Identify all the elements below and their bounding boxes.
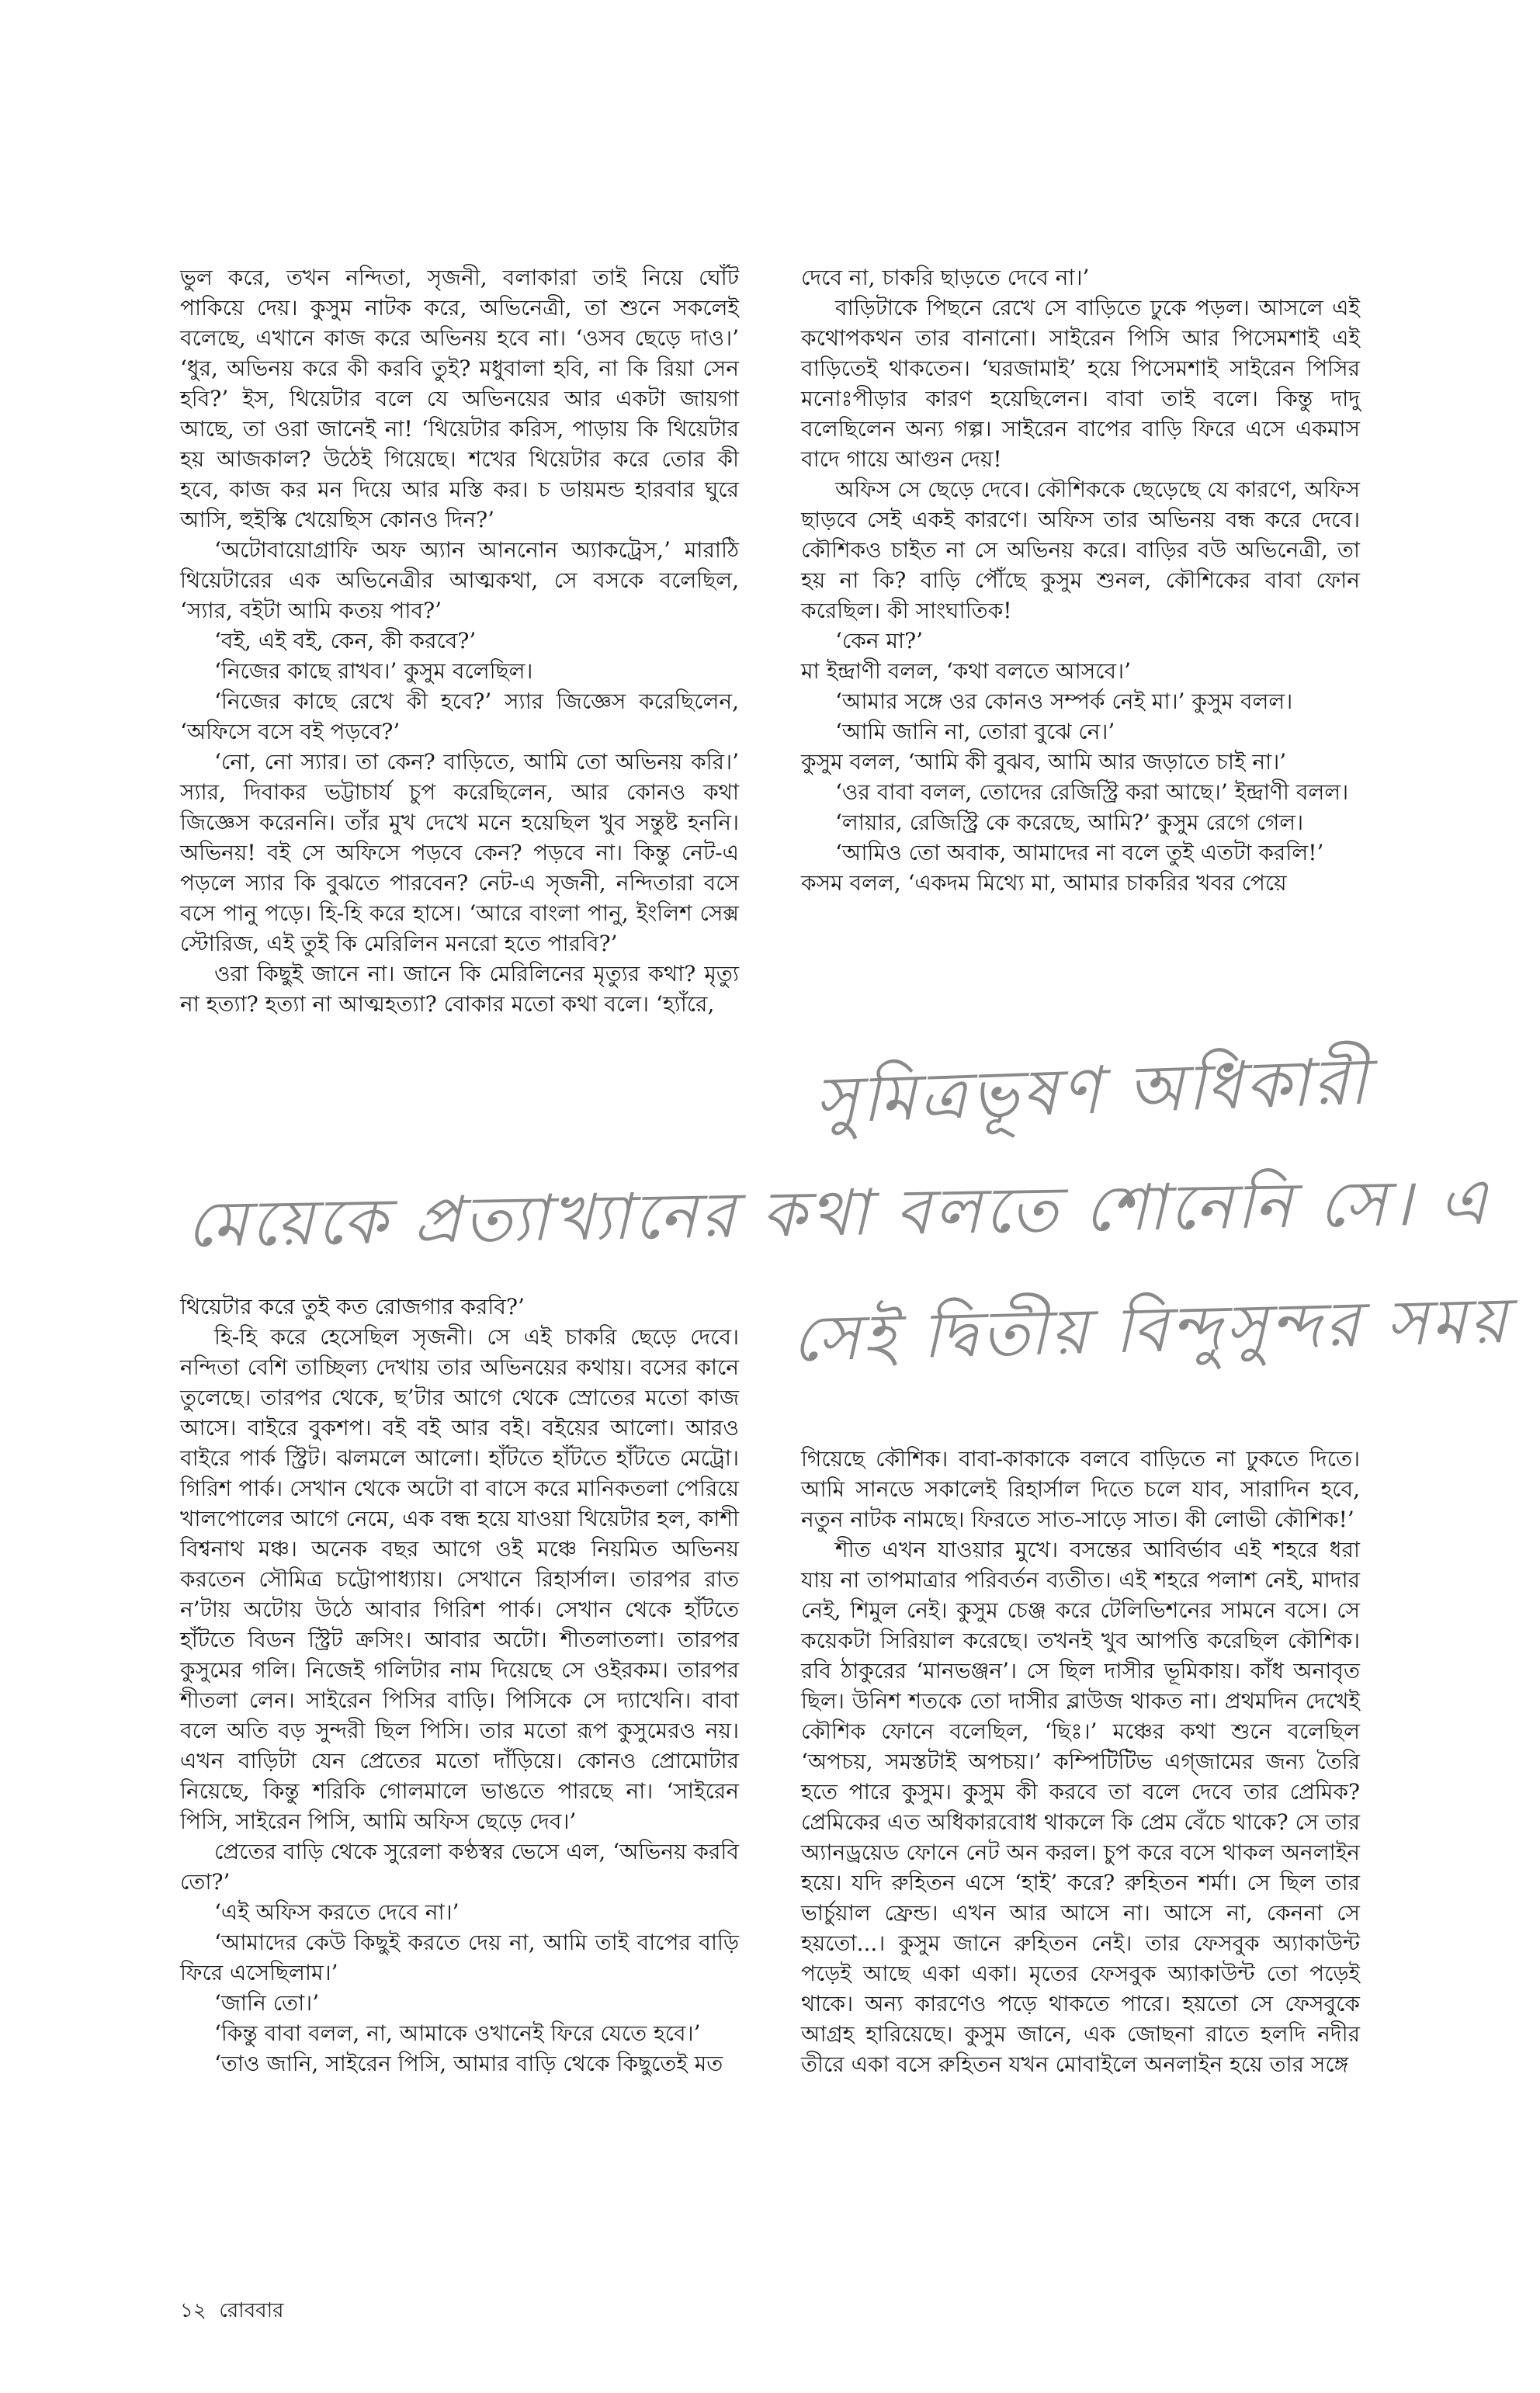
paragraph: ‘কিন্তু বাবা বলল, না, আমাকে ওখানেই ফিরে যেতে হবে।’ — [214, 2020, 701, 2046]
article-column-bottom-right — [801, 1444, 1360, 2079]
paragraph: প্রেতের বাড়ি থেকে সুরেলা কণ্ঠস্বর ভেসে এল, ‘অভিনয় করবি তো?’ — [180, 1839, 739, 1895]
paragraph: থিয়েটার করে তুই কত রোজগার করবি?’ — [180, 1294, 525, 1320]
paragraph: ‘আমি জানি না, তোরা বুঝে নে।’ — [835, 719, 1115, 744]
handwritten-annotation-3: সেই দ্বিতীয় বিন্দুসুন্দর সময় — [790, 1283, 1511, 1377]
paragraph: ওরা কিছুই জানে না। জানে কি মেরিলিনের মৃত্যুর কথা? মৃত্যু না হত্যা? হত্যা না আত্মহত্যা? বোকার মতো কথা বলে। ‘হ্যাঁরে, — [180, 961, 739, 1017]
paragraph: ‘আমাদের কেউ কিছুই করতে দেয় না, আমি তাই বাপের বাড়ি ফিরে এসেছিলাম।’ — [180, 1930, 739, 1985]
paragraph: কুসুম বলল, ‘আমি কী বুঝব, আমি আর জড়াতে চাই না।’ — [801, 749, 1287, 775]
paragraph: শীত এখন যাওয়ার মুখে। বসন্তের আবির্ভাব এই শহরে ধরা যায় না তাপমাত্রার পরিবর্তন ব্যতীত। এই শহরে পলাশ নেই, মাদার নেই, শিমুল নেই। কুসুম চেঞ্জ করে টেলিভিশনের সামনে বসে। সে কয়েকটা সিরিয়াল করেছে। তখনই খুব আপত্তি করেছিল কৌশিক। রবি ঠাকুরের ‘মানভঞ্জন’। সে ছিল দাসীর ভূমিকায়। কাঁধ অনাবৃত ছিল। উনিশ শতকে তো দাসীর ব্লাউজ থাকত না। প্রথমদিন দেখেই কৌশিক ফোনে বলেছিল, ‘ছিঃ।’ মঞ্চের কথা শুনে বলেছিল ‘অপচয়, সমস্তটাই অপচয়।’ কম্পিটিটিভ এগ্‌জামের জন্য তৈরি হতে পারে কুসুম। কুসুম কী করবে তা বলে দেবে তার প্রেমিক? প্রেমিকের এত অধিকারবোধ থাকলে কি প্রেম বেঁচে থাকে? সে তার অ্যানড্রয়েড ফোনে নেট অন করল। চুপ করে বসে থাকল অনলাইন হয়ে। যদি রুহিতন এসে ‘হাই’ করে? রুহিতন শর্মা। সে ছিল তার ভার্চুয়াল ফ্রেন্ড। এখন আর আসে না। আসে না, কেননা সে হয়তো...। কুসুম জানে রুহিতন নেই। তার ফেসবুক অ্যাকাউন্ট পড়েই আছে একা একা। মৃতের ফেসবুক অ্যাকাউন্ট তো পড়েই থাকে। অন্য কারণেও পড়ে থাকতে পারে। হয়তো সে ফেসবুকে আগ্রহ হারিয়েছে। কুসুম জানে, এক জোছনা রাতে হলদি নদীর তীরে একা বসে রুহিতন যখন মোবাইলে অনলাইন হয়ে তার সঙ্গে — [801, 1537, 1360, 2077]
paragraph: হি-হি করে হেসেছিল সৃজনী। সে এই চাকরি ছেড়ে দেবে। নন্দিতা বেশি তাচ্ছিল্য দেখায় তার অভিনয়ের কথায়। বসের কানে তুলেছে। তারপর থেকে, ছ’টার আগে থেকে স্রোতের মতো কাজ আসে। বাইরে বুকশপ। বই বই আর বই। বইয়ের আলো। আরও বাইরে পার্ক স্ট্রিট। ঝলমলে আলো। হাঁটতে হাঁটতে হাঁটতে মেট্রো। গিরিশ পার্ক। সেখান থেকে অটো বা বাসে করে মানিকতলা পেরিয়ে খালপোলের আগে নেমে, এক বন্ধ হয়ে যাওয়া থিয়েটার হল, কাশী বিশ্বনাথ মঞ্চ। অনেক বছর আগে ওই মঞ্চে নিয়মিত অভিনয় করতেন সৌমিত্র চট্টোপাধ্যায়। সেখানে রিহার্সাল। তারপর রাত ন’টায় অটোয় উঠে আবার গিরিশ পার্ক। সেখান থেকে হাঁটতে হাঁটতে বিডন স্ট্রিট ক্রসিং। আবার অটো। শীতলাতলা। তারপর কুসুমের গলি। নিজেই গলিটার নাম দিয়েছে সে ওইরকম। তারপর শীতলা লেন। সাইরেন পিসির বাড়ি। পিসিকে সে দ্যাখেনি। বাবা বলে অতি বড় সুন্দরী ছিল পিসি। তার মতো রূপ কুসুমেরও নয়। এখন বাড়িটা যেন প্রেতের মতো দাঁড়িয়ে। কোনও প্রোমোটার নিয়েছে, কিন্তু শরিকি গোলমালে ভাঙতে পারছে না। ‘সাইরেন পিসি, সাইরেন পিসি, আমি অফিস ছেড়ে দেব।’ — [180, 1324, 739, 1834]
article-column-bottom-left — [180, 1292, 739, 2079]
magazine-section-name: রোববার — [219, 2299, 284, 2322]
paragraph: ‘এই অফিস করতে দেবে না।’ — [214, 1899, 460, 1925]
handwritten-annotation-1: সুমিত্রভূষণ অধিকারী — [813, 1042, 1372, 1139]
paragraph: ‘আমার সঙ্গে ওর কোনও সম্পর্ক নেই মা।’ কুসুম বলল। — [835, 688, 1293, 714]
paragraph: ‘নো, নো স্যার। তা কেন? বাড়িতে, আমি তো অভিনয় করি।’ স্যার, দিবাকর ভট্টাচার্য চুপ করেছিলেন, আর কোনও কথা জিজ্ঞেস করেননি। তাঁর মুখ দেখে মনে হয়েছিল খুব সন্তুষ্ট হননি। অভিনয়! বই সে অফিসে পড়বে কেন? পড়বে না। কিন্তু নেট-এ পড়লে স্যার কি বুঝতে পারবেন? নেট-এ সৃজনী, নন্দিতারা বসে বসে পানু পড়ে। হি-হি করে হাসে। ‘আরে বাংলা পানু, ইংলিশ সেক্স স্টোরিজ, এই তুই কি মেরিলিন মনরো হতে পারবি?’ — [180, 749, 739, 956]
paragraph: ‘নিজের কাছে রেখে কী হবে?’ স্যার জিজ্ঞেস করেছিলেন, ‘অফিসে বসে বই পড়বে?’ — [180, 688, 739, 744]
paragraph: অফিস সে ছেড়ে দেবে। কৌশিককে ছেড়েছে যে কারণে, অফিস ছাড়বে সেই একই কারণে। অফিস তার অভিনয় বন্ধ করে দেবে। কৌশিকও চাইত না সে অভিনয় করে। বাড়ির বউ অভিনেত্রী, তা হয় না কি? বাড়ি পৌঁছে কুসুম শুনল, কৌশিকের বাবা ফোন করেছিল। কী সাংঘাতিক! — [801, 477, 1360, 623]
page-footer — [180, 2294, 284, 2329]
paragraph: ‘আমিও তো অবাক, আমাদের না বলে তুই এতটা করলি!’ — [835, 840, 1324, 865]
paragraph: ‘লায়ার, রেজিস্ট্রি কে করেছে, আমি?’ কুসুম রেগে গেল। — [835, 810, 1304, 835]
paragraph: ‘নিজের কাছে রাখব।’ কুসুম বলেছিল। — [214, 658, 533, 684]
page-number: ১২ — [180, 2299, 206, 2322]
paragraph: দেবে না, চাকরি ছাড়তে দেবে না।’ — [801, 265, 1090, 290]
paragraph: বাড়িটাকে পিছনে রেখে সে বাড়িতে ঢুকে পড়ল। আসলে এই কথোপকথন তার বানানো। সাইরেন পিসি আর পিসেমশাই এই বাড়িতেই থাকতেন। ‘ঘরজামাই’ হয়ে পিসেমশাই সাইরেন পিসির মনোঃপীড়ার কারণ হয়েছিলেন। বাবা তাই বলে। কিন্তু দাদু বলেছিলেন অন্য গল্প। সাইরেন বাপের বাড়ি ফিরে এসে একমাস বাদে গায়ে আগুন দেয়! — [801, 295, 1360, 472]
paragraph: মা ইন্দ্রাণী বলল, ‘কথা বলতে আসবে।’ — [801, 658, 1132, 684]
article-column-top-left — [180, 262, 739, 1019]
paragraph: ভুল করে, তখন নন্দিতা, সৃজনী, বলাকারা তাই নিয়ে ঘোঁট পাকিয়ে দেয়। কুসুম নাটক করে, অভিনেত্রী, তা শুনে সকলেই বলেছে, এখানে কাজ করে অভিনয় হবে না। ‘ওসব ছেড়ে দাও।’ ‘ধুর, অভিনয় করে কী করবি তুই? মধুবালা হবি, না কি রিয়া সেন হবি?’ ইস, থিয়েটার বলে যে অভিনয়ের আর একটা জায়গা আছে, তা ওরা জানেই না! ‘থিয়েটার করিস, পাড়ায় কি থিয়েটার হয় আজকাল? উঠেই গিয়েছে। শখের থিয়েটার করে তোর কী হবে, কাজ কর মন দিয়ে আর মস্তি কর। চ ডায়মন্ড হারবার ঘুরে আসি, হুইস্কি খেয়েছিস কোনও দিন?’ — [180, 265, 739, 532]
article-column-top-right — [801, 262, 1360, 898]
paragraph: ‘জানি তো।’ — [214, 1990, 320, 2016]
paragraph: কসম বলল, ‘একদম মিথ্যে মা, আমার চাকরির খবর পেয়ে — [801, 870, 1287, 896]
paragraph: ‘বই, এই বই, কেন, কী করবে?’ — [214, 628, 477, 654]
paragraph: ‘অটোবায়োগ্রাফি অফ অ্যান আননোন অ্যাকট্রেস,’ মারাঠি থিয়েটারের এক অভিনেত্রীর আত্মকথা, সে বসকে বলেছিল, ‘স্যার, বইটা আমি কতয় পাব?’ — [180, 537, 739, 623]
paragraph: গিয়েছে কৌশিক। বাবা-কাকাকে বলবে বাড়িতে না ঢুকতে দিতে। আমি সানডে সকালেই রিহার্সাল দিতে চলে যাব, সারাদিন হবে, নতুন নাটক নামছে। ফিরতে সাত-সাড়ে সাত। কী লোভী কৌশিক!’ — [801, 1446, 1360, 1532]
paragraph: ‘কেন মা?’ — [835, 628, 924, 654]
handwritten-annotation-2: মেয়েকে প্রত্যাখ্যানের কথা বলতে শোনেনি সে। এ — [186, 1165, 1491, 1262]
paragraph: ‘তাও জানি, সাইরেন পিসি, আমার বাড়ি থেকে কিছুতেই মত — [214, 2051, 723, 2076]
paragraph: ‘ওর বাবা বলল, তোদের রেজিস্ট্রি করা আছে।’ ইন্দ্রাণী বলল। — [835, 779, 1349, 805]
